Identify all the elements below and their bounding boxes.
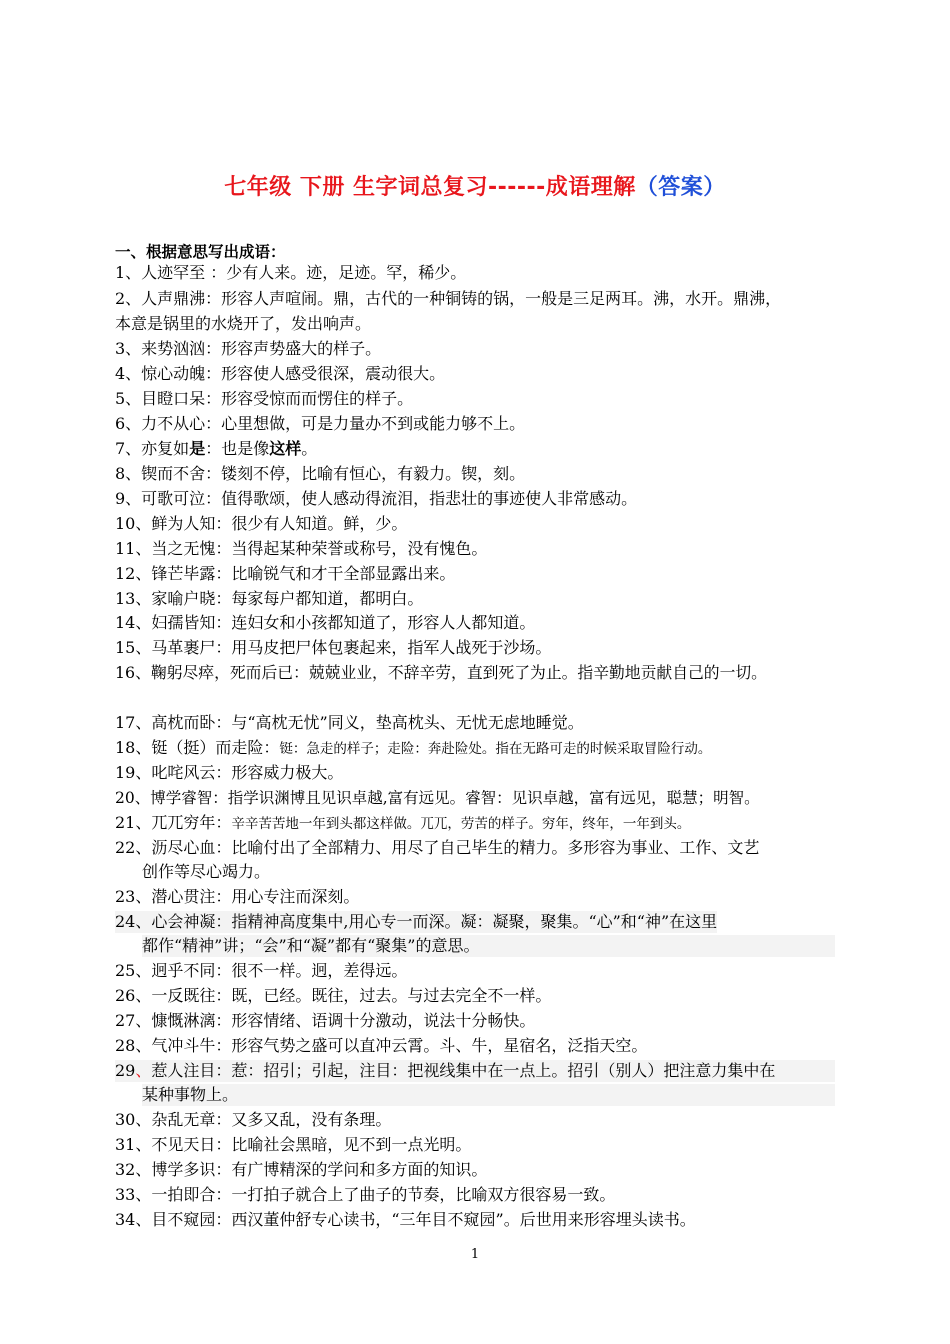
title-main: 七年级 下册 生字词总复习------成语理解 [224, 175, 636, 200]
entry-small-text: 铤：急走的样子；走险：奔赴险处。指在无路可走的时候采取冒险行动。 [279, 741, 712, 757]
entry-bold-text: 是 [189, 439, 206, 458]
idiom-entry-continued: 创作等尽心竭力。 [142, 862, 271, 881]
idiom-entry [115, 438, 317, 460]
idiom-entry: 11、当之无愧：当得起某种荣誉或称号，没有愧色。 [115, 539, 488, 558]
idiom-entry: 2、人声鼎沸：形容人声喧闹。鼎，古代的一种铜铸的锅，一般是三足两耳。沸，水开。鼎沸， [115, 289, 782, 308]
entry-text: 7、亦复如 [115, 439, 190, 458]
entry-separator-red: 、 [135, 1061, 152, 1080]
idiom-entry: 9、可歌可泣：值得歌颂，使人感动得流泪，指悲壮的事迹使人非常感动。 [115, 489, 638, 508]
idiom-entry: 8、锲而不舍：镂刻不停，比喻有恒心，有毅力。锲，刻。 [115, 464, 526, 483]
page-title [0, 170, 950, 201]
idiom-entry-continued: 本意是锅里的水烧开了，发出响声。 [115, 314, 372, 333]
idiom-entry: 28、气冲斗牛：形容气势之盛可以直冲云霄。斗、牛，星宿名，泛指天空。 [115, 1036, 648, 1055]
idiom-entry: 23、潜心贯注：用心专注而深刻。 [115, 887, 360, 906]
entry-small-text: 辛辛苦苦地一年到头都这样做。兀兀，劳苦的样子。穷年，终年，一年到头。 [231, 816, 691, 832]
section-heading: 一、根据意思写出成语： [115, 243, 286, 261]
entry-bold-text: 这样 [269, 439, 302, 458]
idiom-entry: 1、人迹罕至 ：少有人来。迹，足迹。罕，稀少。 [115, 263, 467, 282]
entry-text: 18、铤（挺）而走险： [115, 738, 280, 757]
idiom-entry [115, 1060, 835, 1082]
idiom-entry: 17、高枕而卧：与“高枕无忧”同义，垫高枕头、无忧无虑地睡觉。 [115, 713, 584, 732]
idiom-entry: 26、一反既往：既，已经。既往，过去。与过去完全不一样。 [115, 986, 552, 1005]
idiom-entry [115, 812, 690, 835]
idiom-entry: 34、目不窥园：西汉董仲舒专心读书，“三年目不窥园”。后世用来形容埋头读书。 [115, 1210, 696, 1229]
idiom-entry: 4、惊心动魄：形容使人感受很深，震动很大。 [115, 364, 446, 383]
idiom-entry [115, 737, 711, 760]
idiom-entry: 31、不见天日：比喻社会黑暗，见不到一点光明。 [115, 1135, 472, 1154]
title-answer: （答案） [635, 175, 726, 200]
idiom-entry: 6、力不从心：心里想做，可是力量办不到或能力够不上。 [115, 414, 526, 433]
idiom-entry: 27、慷慨淋漓：形容情绪、语调十分激动，说法十分畅快。 [115, 1011, 536, 1030]
idiom-entry: 25、迥乎不同：很不一样。迥，差得远。 [115, 961, 408, 980]
idiom-entry: 19、叱咤风云：形容威力极大。 [115, 763, 344, 782]
idiom-entry: 3、来势汹汹：形容声势盛大的样子。 [115, 339, 382, 358]
idiom-entry: 30、杂乱无章：又多又乱，没有条理。 [115, 1110, 392, 1129]
idiom-entry: 15、马革裹尸：用马皮把尸体包裹起来，指军人战死于沙场。 [115, 638, 552, 657]
idiom-entry: 33、一拍即合：一打拍子就合上了曲子的节奏，比喻双方很容易一致。 [115, 1185, 616, 1204]
entry-text: 。 [301, 439, 318, 458]
idiom-entry-continued: 都作“精神”讲；“会”和“凝”都有“聚集”的意思。 [142, 935, 835, 957]
idiom-entry: 14、妇孺皆知：连妇女和小孩都知道了，形容人人都知道。 [115, 613, 536, 632]
entry-text: 21、兀兀穷年： [115, 813, 232, 832]
idiom-entry: 5、目瞪口呆：形容受惊而而愣住的样子。 [115, 389, 414, 408]
idiom-entry: 10、鲜为人知：很少有人知道。鲜，少。 [115, 514, 408, 533]
entry-text: 惹人注目：惹：招引；引起，注目：把视线集中在一点上。招引（别人）把注意力集中在 [151, 1061, 776, 1080]
page-number: 1 [470, 1247, 480, 1262]
idiom-entry: 16、鞠躬尽瘁，死而后已：兢兢业业，不辞辛劳，直到死了为止。指辛勤地贡献自己的一切。 [115, 663, 767, 682]
idiom-entry: 24、心会神凝：指精神高度集中,用心专一而深。凝：凝聚，聚集。“心”和“神”在这里 [115, 912, 718, 931]
idiom-entry: 13、家喻户晓：每家每户都知道，都明白。 [115, 589, 424, 608]
entry-text: ：也是像 [205, 439, 270, 458]
idiom-entry: 22、沥尽心血：比喻付出了全部精力、用尽了自己毕生的精力。多形容为事业、工作、文艺 [115, 838, 760, 857]
idiom-entry: 20、博学睿智：指学识渊博且见识卓越,富有远见。睿智：见识卓越，富有远见，聪慧；明智。 [115, 789, 760, 807]
idiom-entry-continued: 某种事物上。 [142, 1084, 835, 1106]
idiom-entry: 32、博学多识：有广博精深的学问和多方面的知识。 [115, 1160, 488, 1179]
idiom-entry: 12、锋芒毕露：比喻锐气和才干全部显露出来。 [115, 564, 456, 583]
entry-number: 29 [115, 1061, 136, 1080]
